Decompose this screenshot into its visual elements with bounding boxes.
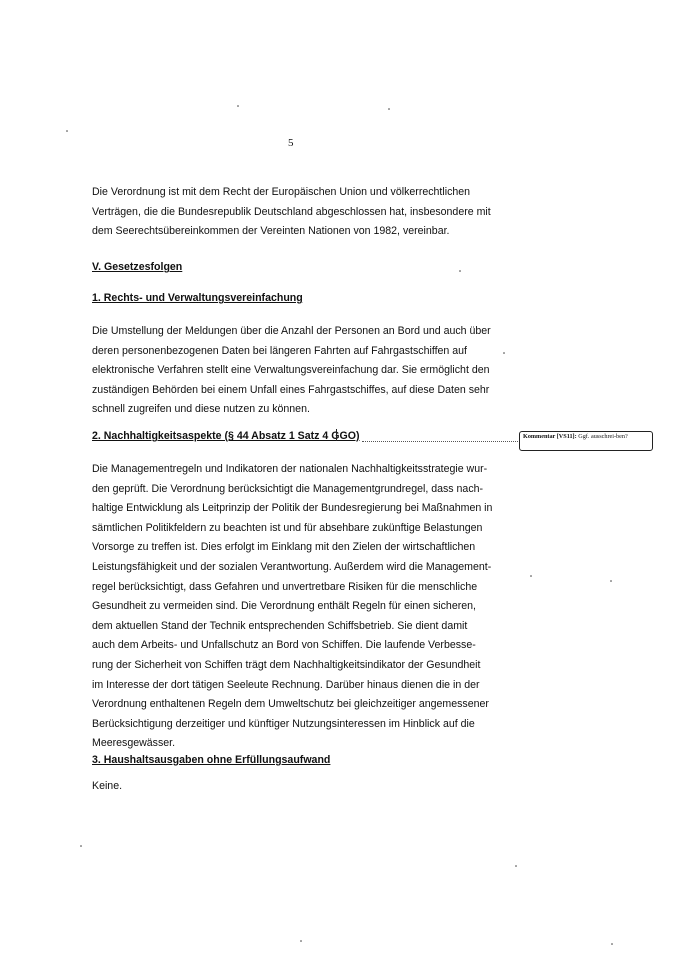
section1-paragraph — [92, 322, 502, 420]
text-line: rung der Sicherheit von Schiffen trägt dem Nachhaltigkeitsindikator der Gesundheit — [92, 658, 481, 671]
scan-speck — [530, 575, 532, 577]
comment-connector-line — [362, 441, 518, 442]
scan-speck — [237, 105, 239, 107]
scan-speck — [610, 580, 612, 582]
intro-paragraph — [92, 183, 502, 242]
text-line: sämtlichen Politikfeldern zu beachten ist und für absehbare zukünftige Belastungen — [92, 521, 483, 534]
text-line: dem Seerechtsübereinkommen der Vereinten Nationen von 1982, vereinbar. — [92, 225, 450, 238]
scan-speck — [503, 352, 505, 354]
scan-speck — [66, 130, 68, 132]
text-line: haltige Entwicklung als Leitprinzip der Politik der Bundesregierung bei Maßnahmen in — [92, 502, 493, 515]
text-line: Die Managementregeln und Indikatoren der nationalen Nachhaltigkeitsstrategie wur- — [92, 463, 488, 475]
section-heading-1: 1. Rechts- und Verwaltungsvereinfachung — [92, 292, 303, 304]
text-line: den geprüft. Die Verordnung berücksichtigt die Managementgrundregel, dass nach- — [92, 482, 484, 495]
scan-speck — [300, 940, 302, 942]
scan-speck — [459, 270, 461, 272]
text-line: auch dem Arbeits- und Unfallschutz an Bord von Schiffen. Die laufende Verbesse- — [92, 639, 476, 652]
text-line: Verträgen, die die Bundesrepublik Deutschland abgeschlossen hat, insbesondere mit — [92, 205, 491, 218]
review-comment-balloon[interactable] — [519, 431, 653, 451]
text-line: im Interesse der dort tätigen Seeleute Rechnung. Darüber hinaus dienen die in der — [92, 678, 480, 691]
section2-paragraph — [92, 460, 502, 754]
section-heading-v: V. Gesetzesfolgen — [92, 261, 183, 273]
section-heading-3: 3. Haushaltsausgaben ohne Erfüllungsaufwand — [92, 754, 331, 766]
comment-label: Kommentar [VS11]: — [523, 433, 577, 440]
text-line: Gesundheit zu vermeiden sind. Die Verordnung enthält Regeln für einen sicheren, — [92, 600, 476, 613]
text-line: Leistungsfähigkeit und der sozialen Verantwortung. Außerdem wird die Management- — [92, 560, 492, 573]
scan-speck — [515, 865, 517, 867]
comment-anchor-bracket — [336, 429, 341, 441]
scan-speck — [388, 108, 390, 110]
text-line: Keine. — [92, 780, 123, 792]
text-line: Die Umstellung der Meldungen über die Anzahl der Personen an Bord und auch über — [92, 325, 491, 337]
text-line: Die Verordnung ist mit dem Recht der Europäischen Union und völkerrechtlichen — [92, 186, 471, 198]
section3-paragraph — [92, 777, 502, 797]
section-heading-2: 2. Nachhaltigkeitsaspekte (§ 44 Absatz 1 Satz 4 GGO) — [92, 430, 360, 442]
comment-text: Ggf. ausschrei-ben? — [578, 433, 628, 440]
text-line: zuständigen Behörden bei einem Unfall eines Fahrgastschiffes, auf diese Daten sehr — [92, 383, 490, 396]
text-line: schnell zugreifen und diese nutzen zu können. — [92, 403, 310, 416]
text-line: regel berücksichtigt, dass Gefahren und unvertretbare Risiken für die menschliche — [92, 580, 478, 593]
text-line: Berücksichtigung derzeitiger und künftiger Nutzungsinteressen im Hinblick auf die — [92, 717, 475, 730]
text-line: dem aktuellen Stand der Technik entsprechenden Schiffsbetrieb. Sie dient damit — [92, 619, 468, 632]
scan-speck — [611, 943, 613, 945]
scan-speck — [80, 845, 82, 847]
text-line: Verordnung enthaltenen Regeln dem Umweltschutz bei gleichzeitiger angemessener — [92, 698, 489, 711]
text-line: Meeresgewässer. — [92, 737, 176, 750]
page-number: 5 — [288, 137, 294, 149]
text-line: deren personenbezogenen Daten bei längeren Fahrten auf Fahrgastschiffen auf — [92, 344, 467, 357]
text-line: Vorsorge zu treffen ist. Dies erfolgt im Einklang mit den Zielen der wirtschaftlichen — [92, 541, 476, 554]
text-line: elektronische Verfahren stellt eine Verwaltungsvereinfachung dar. Sie ermöglicht den — [92, 364, 490, 377]
